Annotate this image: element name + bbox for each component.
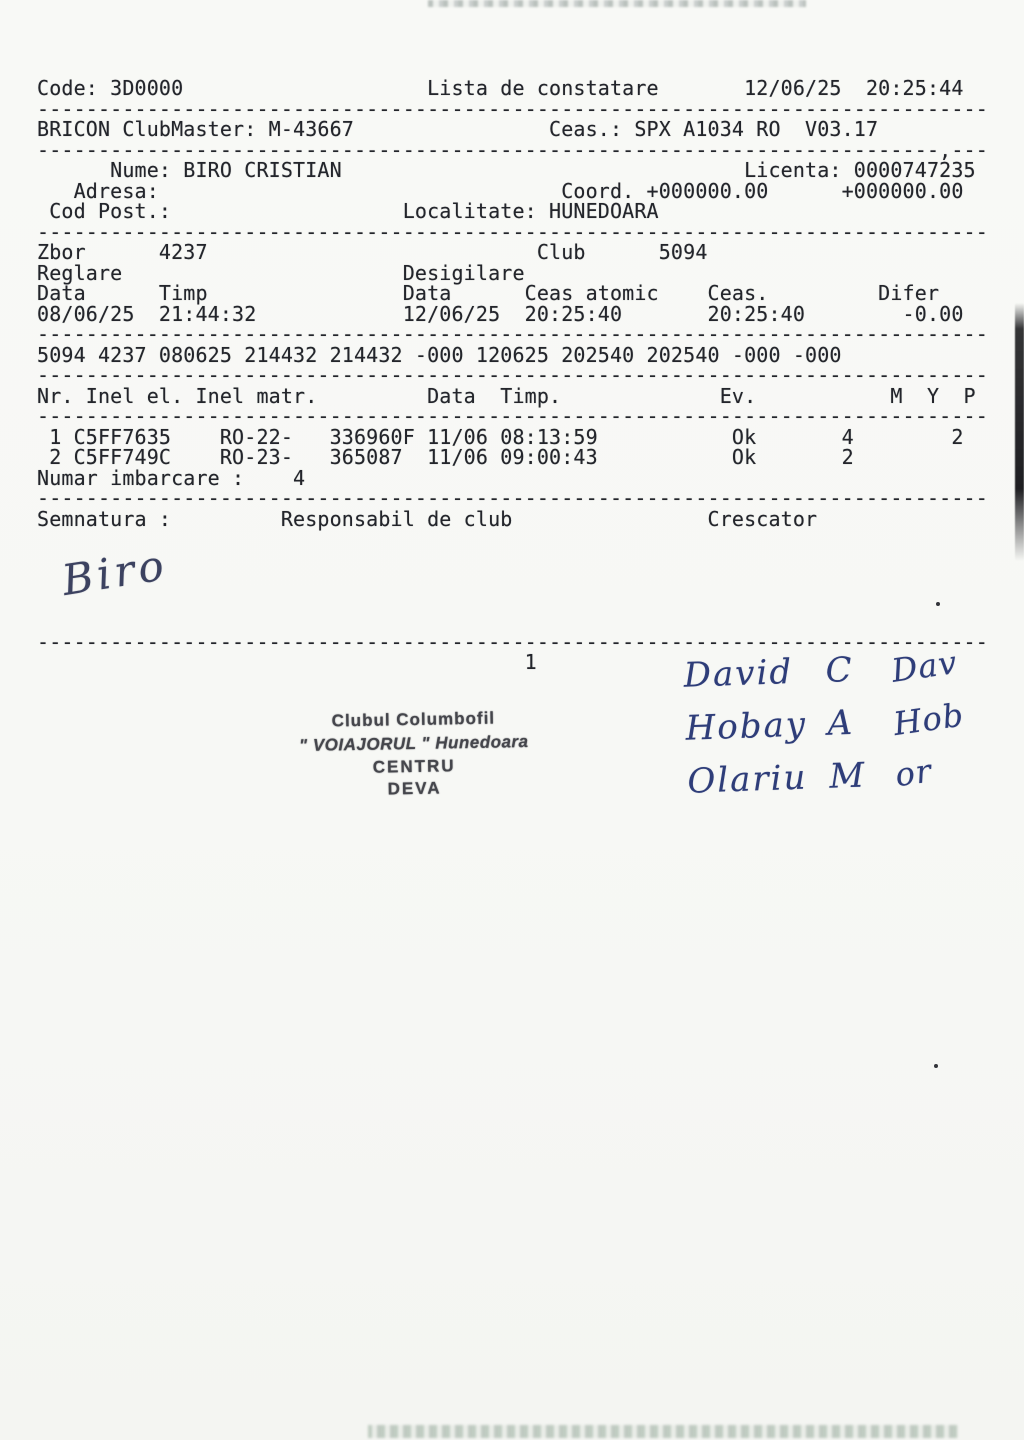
handwritten-initial: A [826,702,853,744]
handwritten-row [687,750,1019,811]
report-line: ------------------------------------------------------------------------------ [37,322,988,346]
report-line [37,591,988,612]
handwritten-name: Hobay [684,704,808,749]
report-line: ------------------------------------------------------------------------------ [37,404,988,428]
handwritten-row [683,644,1015,705]
printed-report [37,78,988,673]
report-line [37,611,988,632]
report-line: ------------------------------------------------------------------------------ [37,219,988,244]
report-line: Zbor 4237 Club 5094 [37,240,708,264]
handwritten-initial: M [828,755,865,797]
report-line: Numar imbarcare : 4 [37,465,306,490]
report-line: BRICON ClubMaster: M-43667 Ceas.: SPX A1034 RO V03.17 [37,117,879,141]
report-line: Semnatura : Responsabil de club Crescator [37,506,818,531]
stamp-club-name: Clubul Columbofil [331,708,496,731]
report-line: 1 C5FF7635 RO-22- 336960F 11/06 08:13:59 Ok 4 2 [37,424,964,449]
report-line: ------------------------------------------------------------------------------ [37,486,988,510]
report-line [37,550,988,571]
report-line: Nume: BIRO CRISTIAN Licenta: 0000747235 [37,158,976,182]
handwritten-signature: Dav [889,642,960,690]
report-line: Nr. Inel el. Inel matr. Data Timp. Ev. M Y P [37,383,976,408]
report-line: ------------------------------------------------------------------------------ [37,363,988,387]
handwritten-name: David [683,651,794,696]
report-line: Code: 3D0000 Lista de constatare 12/06/25 20:25:44 [37,76,964,100]
ink-dot [936,602,940,606]
stamp-club-title: " VOIAJORUL " Hunedoara [298,732,529,756]
report-line: 2 C5FF749C RO-23- 365087 11/06 09:00:43 Ok 2 [37,445,854,469]
scan-artifact-bottom-edge [368,1425,958,1438]
report-line: Cod Post.: Localitate: HUNEDOARA [37,199,659,223]
stamp-centru: CENTRU [372,756,456,777]
handwritten-name: Olariu [686,757,809,802]
scan-artifact-right-edge [1015,303,1024,561]
report-line: Reglare Desigilare [37,260,525,285]
ink-dot [934,1064,938,1068]
committee-handwritten-names [683,644,1019,830]
handwritten-row [685,697,1017,758]
report-line: 08/06/25 21:44:32 12/06/25 20:25:40 20:25:40 -0.00 [37,301,964,326]
stamp-city: DEVA [387,778,442,799]
report-line: 5094 4237 080625 214432 214432 -000 120625 202540 202540 -000 -000 [37,342,842,367]
report-line: ------------------------------------------------------------------------------ [37,96,988,121]
report-line: Data Timp Data Ceas atomic Ceas. Difer [37,281,940,305]
owner-handwritten-signature: Biro [58,540,171,605]
handwritten-initial: C [824,649,853,691]
club-stamp [293,708,535,801]
report-line: 1 [37,650,537,674]
report-line [37,529,988,550]
report-line: Adresa: Coord. +000000.00 +000000.00 [37,178,964,203]
scan-artifact-top-edge [428,0,806,7]
report-line [37,570,988,591]
handwritten-signature: Hob [891,695,967,744]
report-line: ------------------------------------------------------------------------------ [37,629,988,654]
handwritten-signature: or [892,751,935,795]
report-line: --------------------------------------------------------------------------,--- [37,137,988,162]
